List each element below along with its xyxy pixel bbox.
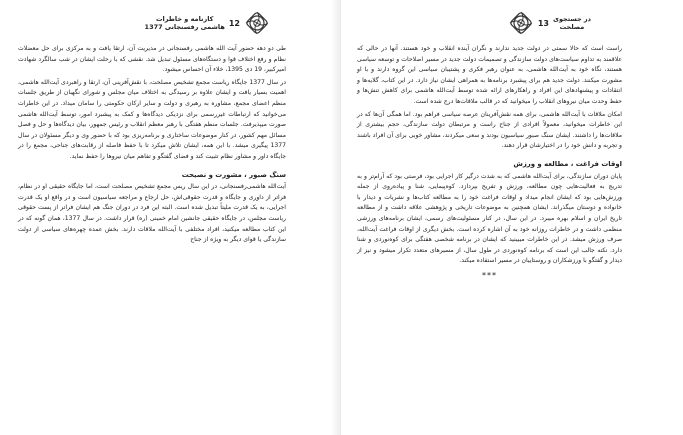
running-header-line: در جستجوی (552, 15, 591, 23)
running-header-line: کارنامه و خاطرات (155, 15, 214, 23)
right-page (341, 0, 661, 435)
right-page-header (421, 6, 591, 40)
body-paragraph: آیت‌الله هاشمی‌رفسنجانی، در این سال ریس مجمع تشخیص مصلحت است، اما جایگاه حقیقی او در نظام، فراتر از داوری و جایگاه و قدرت حقوقی‌اش، حل ارجاع و مراجعه سیاسیون است و در واقع او یک قدرت اجرایی، به یک قدرت ملیتاً تبدیل شده است. البته این فرد در دوران جنگ هم ایشان فراتر از پست حقوقی ریاست مجلس، در جایگاه حقیقی جانشین امام خمینی (ره) قرار داشت. در سال 1377، همان گونه که در این کتاب مطالعه میکنید، افراد مختلفی با آیت‌الله ملاقات دارند. بخش عمده چهره‌های سیاسی از دولت سازندگی یا قوای دیگر به ویژه از جناح (18, 183, 287, 244)
running-header (145, 15, 225, 31)
page-number: 12 (228, 18, 240, 28)
section-heading: اوقات فراغت ، مطالعه و ورزش (513, 159, 622, 168)
body-paragraph: راست است که حالا سمتی در دولت جدید ندارند و نگران آینده انقلاب و خود هستند. آنها در حالی که علاقمند به تداوم سیاست‌های دولت سازندگی و تصمیمات دولت جدید در مسیر اصلاحات و توسعه سیاسی هستند، نگاه خود به آیت‌الله هاشمی، به عنوان رهبر فکری و پشتیبان سیاسی این گروه دارند و با او مشورت میکنند. دولت جدید هم برای پیشبرد برنامه‌ها به همراهی ایشان نیاز دارد. در این کتاب، گلایه‌ها و انتقادات و پیشنهادهای این افراد و راهکارهای ارائه شده توسط آیت‌الله هاشمی برای کاهش تنش‌ها و حفظ وحدت میان نیروهای انقلاب را میخوانید که در قالب ملاقات‌ها درج شده است. (357, 45, 622, 105)
section-heading: سنگ صبور ، مشورت و نصیحت (181, 170, 286, 179)
running-header (553, 15, 591, 31)
running-header-line: هاشمی رفسنجانی 1377 (144, 23, 225, 31)
right-page-body (357, 44, 622, 281)
body-paragraph: امکان ملاقات با آیت‌الله هاشمی، برای همه نقش‌آفرینان عرصه سیاسی فراهم بود. اما همگی آن‌ها که در این خاطرات میخوانید، معمولاً افرادی از جناح راست و مرتبطان دولت سازندگی، حجم بیشتری از ملاقات‌ها را داشتند. ایشان سنگ صبور سیاسیون بودند و سعی میکردند، مشاور خوبی برای آن افراد باشند و تجربه و دانش خود را در اختیارشان قرار دهند. (357, 110, 622, 150)
body-paragraph: در سال 1377 جایگاه ریاست مجمع تشخیص مصلحت، با نقش‌آفرینی آن، ارتقا و راهبردی آیت‌الله هاشمی، اهمیت بسیار یافت و ایشان علاوه بر رسیدگی به اختلاف میان مجلس و شورای نگهبان از طریق جلسات منظم اعضای مجمع، مشاوره به رهبری و دولت و سایر ارکان حکومتی را سامان میداد. در این خاطرات می‌خوانید که ارتباطات غیررسمی برای نزدیکی دیدگاه‌ها و کمک به پیشبرد امور، توسط آیت‌الله هاشمی صورت میپذیرفت. جلسات منظم هفتگی با رهبر معظم انقلاب و رئیس جمهور، بیان دیدگاه‌ها و حل و فصل مسائل مهم کشور، در کنار موضوعات ساختاری و برنامه‌ریزی بود که با حضور وی و دیگر مسئولان در سال 1377 پیگیری میشد. با این همه، ایشان تلاش میکرد تا با حفظ فاصله از رقابت‌های جناحی، مجمع را در جایگاه داور و مشاور نظام تثبیت کند و فضای گفتگو و تفاهم میان نیروها را حفظ نماید. (18, 78, 286, 160)
left-page-body (18, 44, 286, 248)
page-number: 13 (537, 18, 549, 28)
knot-ornament-icon (508, 10, 534, 36)
running-header-line: مصلحت (559, 23, 585, 31)
left-page-header (120, 6, 270, 40)
section-end-mark: *** (482, 270, 497, 280)
left-page (0, 0, 320, 435)
body-paragraph: پایان دوران سازندگی، برای آیت‌الله هاشمی که به شدت درگیر کار اجرایی بود، فرصتی بود که آرام‌تر و به تدریج به فعالیت‌هایی چون مطالعه، ورزش و تفریح بپردازد. کوه‌پیمایی، شنا و پیاده‌روی از جمله ورزش‌هایی بود که ایشان انجام میداد و اوقات فراغت خود را به مطالعه کتاب‌ها و نشریات و دیدار با خانواده و دوستان میگذراند. ایشان همچنین به موضوعات تاریخی و پژوهشی علاقه داشت و از مطالعه تاریخ ایران و اسلام بهره میبرد. در این سال، در کنار مسئولیت‌های رسمی، ایشان برنامه‌های ورزشی منظمی داشت و در خاطرات روزانه خود به آن اشاره کرده است. بخش دیگری از اوقات فراغت آیت‌الله، صرف ورزش میشد. در این خاطرات میبینید که ایشان در برنامه شخصی هفتگی برای کوه‌نوردی و شنا دارد. نکته جالب این است که برنامه کوه‌نوردی در طول سال، از مسیرهای متعدد تکرار میشود و نیز از دیدار و گفتگو با ورزشکاران و روستاییان در مسیر استفاده میکند. (357, 172, 622, 265)
body-paragraph: طی دو دهه حضور آیت الله هاشمی رفسنجانی در مدیریت آن، ارتقا یافت و به مرکزی برای حل معضلات نظام و رفع اختلاف قوا و دستگاه‌های مسئول تبدیل شد. نقشی که با رحلت ایشان در شب سالگرد شهادت امیرکبیر، 19 دی 1395، خلاء آن احساس میشود. (18, 45, 286, 74)
knot-ornament-icon (244, 10, 270, 36)
